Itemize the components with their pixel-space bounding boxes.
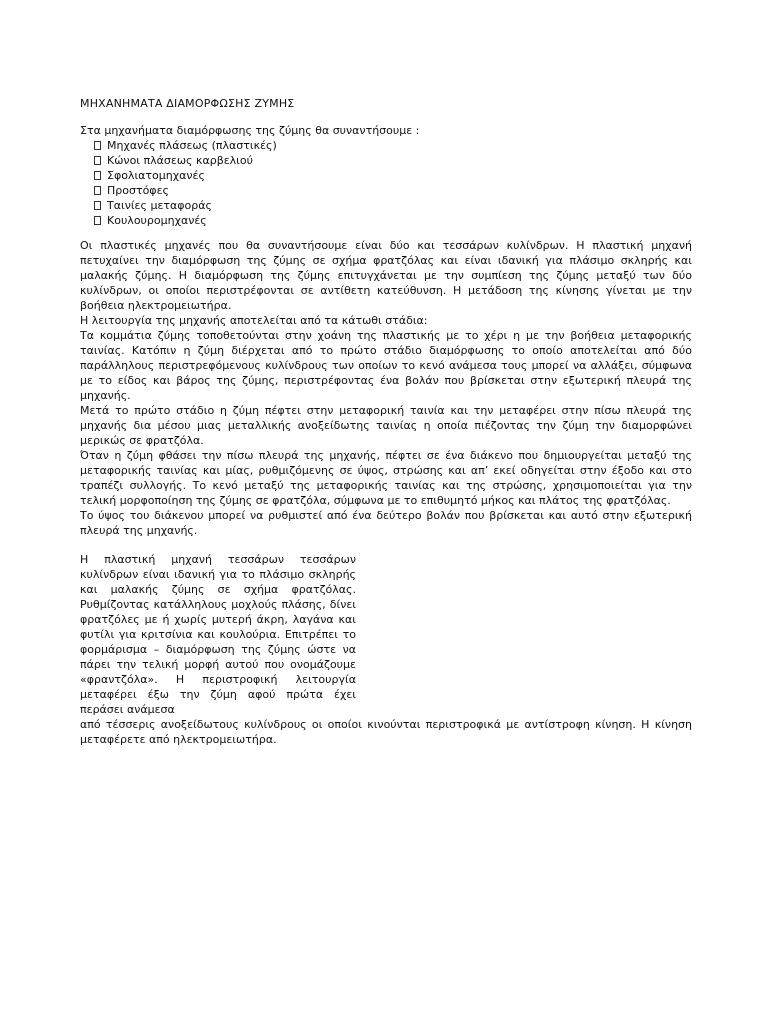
bullet-icon <box>94 216 101 225</box>
paragraph: Όταν η ζύμη φθάσει την πίσω πλευρά της μηχανής, πέφτει σε ένα διάκενο που δημιουργείται μεταξύ της μεταφορικής ταινίας και μίας, ρυθμιζόμενης σε ύψος, στρώσης και απ’ εκεί οδηγείται στην έξοδο και στο τραπέζι συλλογής. Το κενό μεταξύ της μεταφορικής ταινίας και της στρώσης, χρησιμοποιείται για την τελική μορφοποίηση της ζύμης σε φρατζόλα, σύμφωνα με το επιθυμητό μήκος και πλάτος της φρατζόλας. <box>80 449 692 507</box>
bullet-icon <box>94 141 101 150</box>
bullet-icon <box>94 201 101 210</box>
tail-paragraph: από τέσσερις ανοξείδωτους κυλίνδρους οι οποίοι κινούνται περιστροφικά με αντίστροφη κίνηση. Η κίνηση μεταφέρετε από ηλεκτρομειωτήρα. <box>80 718 692 746</box>
document-page <box>80 96 692 747</box>
float-paragraph: Η πλαστική μηχανή τεσσάρων τεσσάρων κυλίνδρων είναι ιδανική για το πλάσιμο σκληρής και μαλακής ζύμης σε σχήμα φρατζόλας. Ρυθμίζοντας κατάλληλους μοχλούς πλάσης, δίνει φρατζόλες με ή χωρίς μυτερή άκρη, λαγάνα και φυτίλι για κριτσίνια και κουλούρια. Επιτρέπει το φορμάρισμα – διαμόρφωση της ζύμης ώστε να πάρει την τελική μορφή αυτού που ονομάζουμε «φραντζόλα». Η περιστροφική λειτουργία μεταφέρει έξω την ζύμη αφού πρώτα έχει περάσει ανάμεσα <box>80 553 356 716</box>
list-item: Ταινίες μεταφοράς <box>94 198 692 213</box>
list-item: Κουλουρομηχανές <box>94 213 692 228</box>
list-item: Κώνοι πλάσεως καρβελιού <box>94 153 692 168</box>
paragraph: Τα κομμάτια ζύμης τοποθετούνται στην χοάνη της πλαστικής με το χέρι η με την βοήθεια μεταφορικής ταινίας. Κατόπιν η ζύμη διέρχεται από το πρώτο στάδιο διαμόρφωσης το οποίο αποτελείται από δύο παράλληλους περιστρεφόμενους κυλίνδρους των οποίων το κενό ανάμεσα τους μπορεί να αλλάξει, σύμφωνα με το είδος και βάρος της ζύμης, περιστρέφοντας ένα βολάν που βρίσκεται στην εξωτερική πλευρά της μηχανής. <box>80 329 692 402</box>
list-item: Μηχανές πλάσεως (πλαστικές) <box>94 138 692 153</box>
paragraph: Μετά το πρώτο στάδιο η ζύμη πέφτει στην μεταφορική ταινία και την μεταφέρει στην πίσω πλευρά της μηχανής δια μέσου μιας μεταλλικής ανοξείδωτης ταινίας η οποία πιέζοντας την ζύμη την διαμορφώνει μερικώς σε φρατζόλα. <box>80 404 692 447</box>
intro-line: Στα μηχανήματα διαμόρφωσης της ζύμης θα συναντήσουμε : <box>80 124 420 137</box>
list-item: Προστόφες <box>94 183 692 198</box>
bullet-icon <box>94 171 101 180</box>
bullet-icon <box>94 156 101 165</box>
bullet-icon <box>94 186 101 195</box>
paragraph: Η λειτουργία της μηχανής αποτελείται από τα κάτωθι στάδια: <box>80 314 428 327</box>
document-title: ΜΗΧΑΝΗΜΑΤΑ ΔΙΑΜΟΡΦΩΣΗΣ ΖΥΜΗΣ <box>80 97 295 110</box>
equipment-list <box>80 138 692 228</box>
list-item: Σφολιατομηχανές <box>94 168 692 183</box>
paragraph: Οι πλαστικές μηχανές που θα συναντήσουμε είναι δύο και τεσσάρων κυλίνδρων. Η πλαστική μηχανή πετυχαίνει την διαμόρφωση της ζύμης σε σχήμα φρατζόλας και είναι ιδανική για πλάσιμο σκληρής και μαλακής ζύμης. Η διαμόρφωση της ζύμης επιτυγχάνεται με την συμπίεση της ζύμης μεταξύ των δύο κυλίνδρων, οι οποίοι περιστρέφονται σε αντίθετη κατεύθυνση. Η μετάδοση της κίνησης γίνεται με την βοήθεια ηλεκτρομειωτήρα. <box>80 239 692 312</box>
paragraph: Το ύψος του διάκενου μπορεί να ρυθμιστεί από ένα δεύτερο βολάν που βρίσκεται και αυτό στην εξωτερική πλευρά της μηχανής. <box>80 509 692 537</box>
